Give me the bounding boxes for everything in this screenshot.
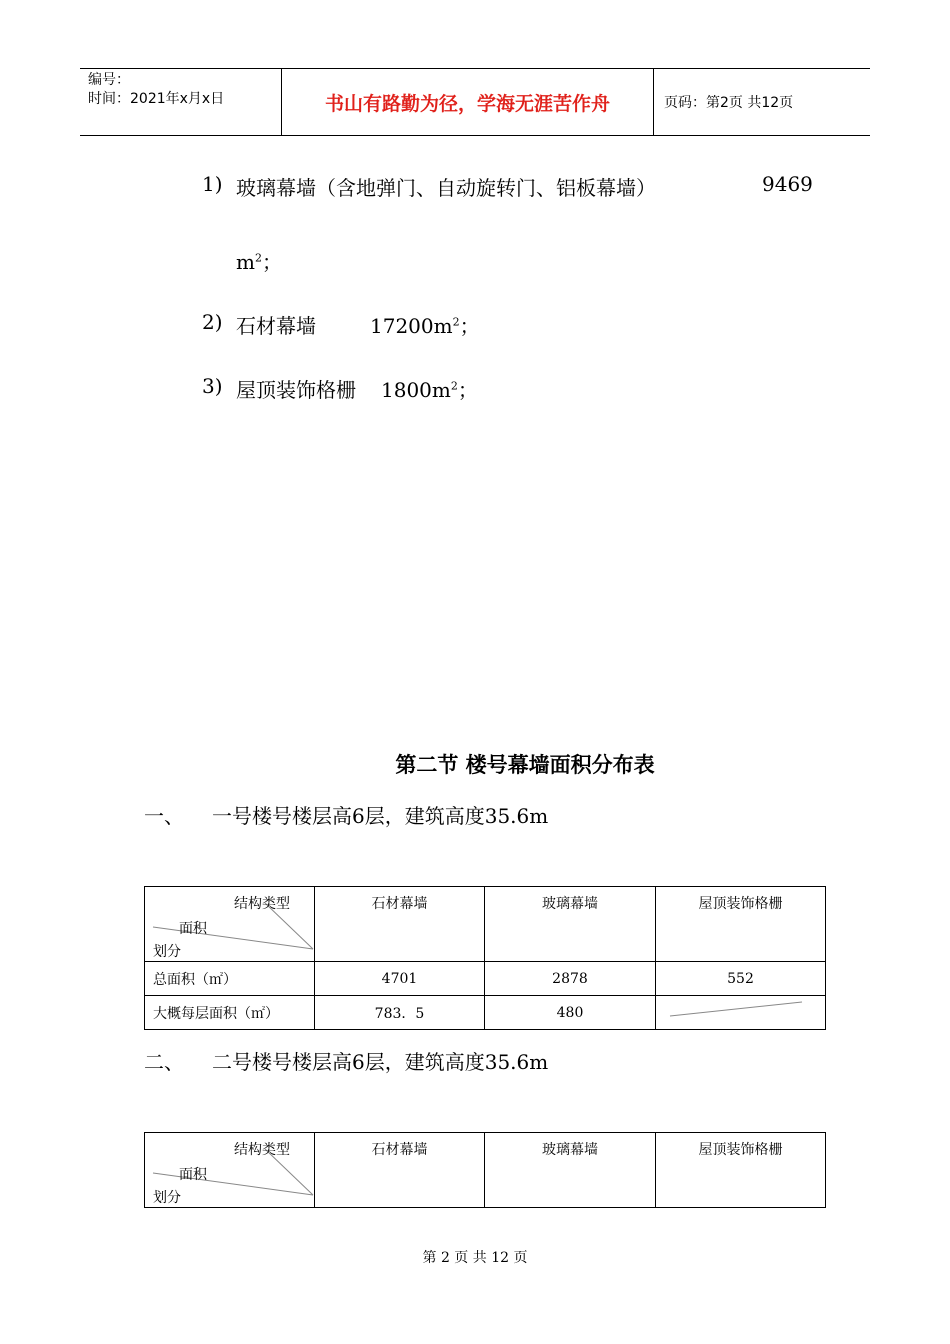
header-type-label: 结构类型 (234, 1142, 290, 1158)
table-row (145, 996, 826, 1030)
area-table-2 (144, 1132, 826, 1208)
list-item-1-text: 玻璃幕墙（含地弹门、自动旋转门、铝板幕墙） (236, 176, 656, 200)
col-roof: 屋顶装饰格栅 (656, 1133, 826, 1208)
list-item-1 (202, 172, 223, 196)
unit-sup: 2 (254, 251, 262, 265)
section-title: 第二节 楼号幕墙面积分布表 (395, 753, 655, 777)
row-label-total: 总面积（㎡） (145, 962, 315, 996)
diagonal-header-cell (145, 1133, 315, 1208)
table-row (145, 962, 826, 996)
serial-label: 编号： (88, 72, 130, 88)
building1-heading: 一号楼号楼层高6层，建筑高度35.6m (212, 804, 549, 828)
row-label-floor: 大概每层面积（㎡） (145, 996, 315, 1030)
building2-heading: 二号楼号楼层高6层，建筑高度35.6m (212, 1050, 549, 1074)
list-number: 2) (202, 310, 223, 334)
building1-num: 一、 (144, 804, 184, 828)
list-item-2 (202, 310, 223, 334)
slash-line (656, 996, 826, 1029)
punct: ； (457, 378, 478, 402)
list-item-3-text: 屋顶装饰格栅 (236, 378, 356, 402)
cell-total-stone: 4701 (315, 962, 485, 996)
list-item-3-value (381, 374, 478, 403)
list-item-2-value (370, 310, 480, 339)
table-header-row (145, 1133, 826, 1208)
header-area-label: 面积 (179, 921, 207, 937)
time-label: 时间：2021年x月x日 (88, 91, 225, 107)
cell-floor-glass: 480 (485, 996, 656, 1030)
cell-total-glass: 2878 (485, 962, 656, 996)
diagonal-header-cell (145, 887, 315, 962)
area-table-1 (144, 886, 826, 1030)
header-division-label: 划分 (153, 1190, 181, 1206)
col-stone: 石材幕墙 (315, 887, 485, 962)
list-item-2-text: 石材幕墙 (236, 314, 316, 338)
header-page-label: 页码：第2页 共12页 (664, 95, 794, 111)
header-motto: 书山有路勤为径，学海无涯苦作舟 (282, 69, 654, 135)
col-roof: 屋顶装饰格栅 (656, 887, 826, 962)
header-meta (80, 69, 282, 135)
page-footer: 第 2 页 共 12 页 (422, 1250, 528, 1266)
col-glass: 玻璃幕墙 (485, 1133, 656, 1208)
header-division-label: 划分 (153, 944, 181, 960)
unit: m (236, 250, 255, 274)
header-area-label: 面积 (179, 1167, 207, 1183)
cell-floor-roof-empty (656, 996, 826, 1030)
table-header-row (145, 887, 826, 962)
header-type-label: 结构类型 (234, 896, 290, 912)
value: 1800m (381, 378, 451, 402)
unit-sup: 2 (452, 315, 460, 329)
cell-floor-stone: 783．5 (315, 996, 485, 1030)
punct: ； (261, 250, 282, 274)
list-number: 1) (202, 172, 223, 196)
building2-num: 二、 (144, 1050, 184, 1074)
punct: ； (459, 314, 480, 338)
unit-sup: 2 (450, 379, 458, 393)
page-header (80, 68, 870, 136)
cell-total-roof: 552 (656, 962, 826, 996)
col-stone: 石材幕墙 (315, 1133, 485, 1208)
col-glass: 玻璃幕墙 (485, 887, 656, 962)
list-item-1-unit (236, 246, 282, 275)
list-item-1-value: 9469 (762, 172, 813, 196)
value: 17200m (370, 314, 453, 338)
list-item-3 (202, 374, 223, 398)
list-number: 3) (202, 374, 223, 398)
